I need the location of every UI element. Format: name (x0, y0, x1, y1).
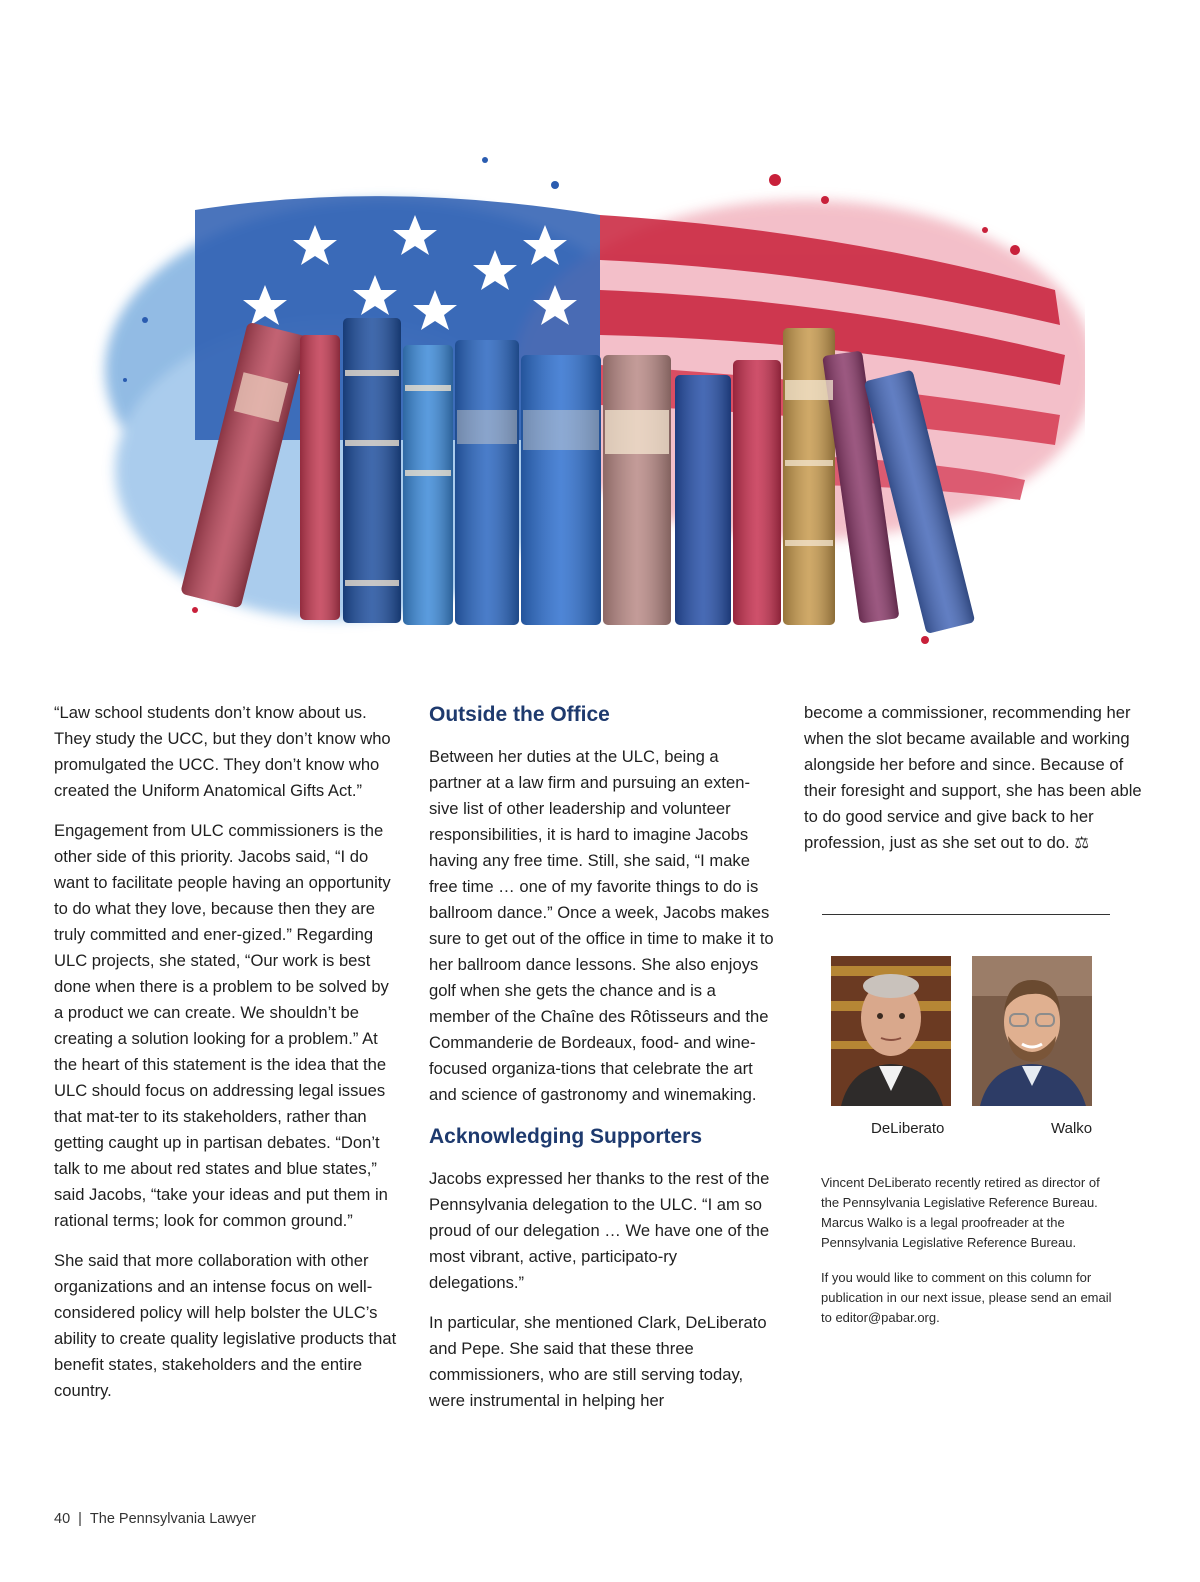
author-photo-walko (972, 956, 1092, 1106)
page-footer (54, 1511, 256, 1527)
section-heading-acknowledging-supporters: Acknowledging Supporters (429, 1125, 703, 1148)
article-column-2 (429, 700, 774, 1428)
paragraph-text: become a commissioner, recommending her when the slot became available and working alongside her before and since. Because of their foresight and support, she has been able to do good service and give back to her profession, just as she set out to do. (804, 703, 1142, 852)
paragraph: Jacobs expressed her thanks to the rest of the Pennsylvania delegation to the ULC. “I am so proud of our delegation … We have one of the most vibrant, active, participato-ry delegations.” (429, 1169, 770, 1292)
section-heading-outside-office: Outside the Office (429, 703, 610, 726)
paragraph: Between her duties at the ULC, being a partner at a law firm and pursuing an exten-sive list of other leadership and volunteer responsibilities, it is hard to imagine Jacobs having any free time. Still, she said, “I make free time … one of my favorite things to do is ballroom dance.” Once a week, Jacobs makes sure to get out of the office in time to make it to her ballroom dance lessons. She also enjoys golf when she gets the chance and is a member of the Chaîne des Rôtisseurs and the Commanderie de Bordeaux, food- and wine-focused organiza-tions that celebrate the art and science of gastronomy and winemaking. (429, 747, 774, 1104)
comment-note: If you would like to comment on this column for publication in our next issue, please send an email to editor@pabar.org. (821, 1270, 1112, 1325)
paragraph: In particular, she mentioned Clark, DeLiberato and Pepe. She said that these three commissioners, who are still serving today, were instrumental in helping her (429, 1313, 767, 1410)
photo-caption-deliberato: DeLiberato (871, 1120, 945, 1137)
paragraph: She said that more collaboration with other organizations and an intense focus on well-considered policy will help bolster the ULC’s ability to create quality legislative products that benefit states, stakeholders and the entire country. (54, 1251, 397, 1400)
paragraph: “Law school students don’t know about us. They study the UCC, but they don’t know who promulgated the UCC. They don’t know who created the Uniform Anatomical Gifts Act.” (54, 703, 391, 800)
paragraph: Engagement from ULC commissioners is the other side of this priority. Jacobs said, “I do want to facilitate people having an opportunity to do what they love, because then they are truly committed and ener-gized.” Regarding ULC projects, she stated, “Our work is best done when there is a problem to be solved by a product we can create. We shouldn’t be creating a solution looking for a problem.” At the heart of this statement is the idea that the ULC should focus on addressing legal issues that mat-ter to its stakeholders, rather than getting caught up in partisan debates. “Don’t talk to me about red states and blue states,” said Jacobs, “take your ideas and put them in rational terms; look for common ground.” (54, 821, 391, 1230)
author-bio: Vincent DeLiberato recently retired as director of the Pennsylvania Legislative Reference Bureau. Marcus Walko is a legal proofreader at the Pennsylvania Legislative Reference Bureau. (821, 1175, 1100, 1250)
page-number: 40 (54, 1511, 71, 1527)
author-photo-deliberato (831, 956, 951, 1106)
paragraph (804, 700, 1149, 856)
footer-separator: | (78, 1511, 82, 1527)
hero-illustration-books-flag (85, 140, 1085, 670)
section-divider (822, 914, 1110, 915)
article-column-3 (804, 700, 1149, 870)
article-column-1 (54, 700, 399, 1418)
photo-caption-walko: Walko (1051, 1120, 1093, 1137)
end-mark-icon: ⚖ (1074, 833, 1090, 852)
publication-name: The Pennsylvania Lawyer (89, 1511, 256, 1527)
